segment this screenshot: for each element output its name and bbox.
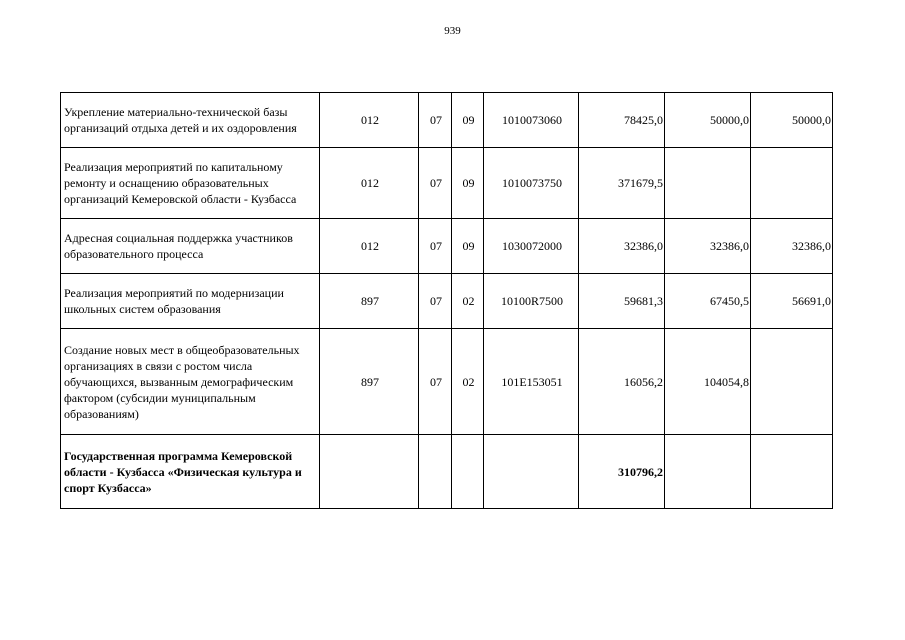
- table-row: [61, 93, 833, 148]
- value-2: 32386,0: [665, 219, 751, 274]
- table-row: [61, 435, 833, 509]
- ministry-code: [320, 435, 419, 509]
- row-name: Укрепление материально-технической базы организаций отдыха детей и их оздоровления: [61, 93, 320, 148]
- value-2: [665, 435, 751, 509]
- ministry-code: 012: [320, 219, 419, 274]
- ministry-code: 012: [320, 93, 419, 148]
- value-2: 67450,5: [665, 274, 751, 329]
- section-code: 07: [419, 274, 452, 329]
- row-name: Реализация мероприятий по модернизации школьных систем образования: [61, 274, 320, 329]
- subsection-code: [452, 435, 484, 509]
- target-article-code: [484, 435, 579, 509]
- subsection-code: 02: [452, 329, 484, 435]
- ministry-code: 897: [320, 274, 419, 329]
- row-name: Создание новых мест в общеобразовательных организациях в связи с ростом числа обучающихся, вызванным демографическим фактором (субсидии муниципальным образованиям): [61, 329, 320, 435]
- value-2: 50000,0: [665, 93, 751, 148]
- ministry-code: 012: [320, 148, 419, 219]
- section-code: 07: [419, 329, 452, 435]
- section-code: 07: [419, 148, 452, 219]
- section-code: 07: [419, 219, 452, 274]
- value-3: 32386,0: [751, 219, 833, 274]
- page-number: 939: [444, 25, 461, 37]
- table-row: [61, 148, 833, 219]
- value-1: 16056,2: [579, 329, 665, 435]
- value-3: 50000,0: [751, 93, 833, 148]
- table-row: [61, 274, 833, 329]
- budget-table: [60, 92, 833, 509]
- subsection-code: 02: [452, 274, 484, 329]
- ministry-code: 897: [320, 329, 419, 435]
- value-3: [751, 435, 833, 509]
- subsection-code: 09: [452, 148, 484, 219]
- value-3: [751, 329, 833, 435]
- value-2: [665, 148, 751, 219]
- value-1: 32386,0: [579, 219, 665, 274]
- section-code: [419, 435, 452, 509]
- target-article-code: 1010073060: [484, 93, 579, 148]
- value-1: 59681,3: [579, 274, 665, 329]
- row-name: Реализация мероприятий по капитальному ремонту и оснащению образовательных организаций Кемеровской области - Кузбасса: [61, 148, 320, 219]
- subsection-code: 09: [452, 93, 484, 148]
- value-3: [751, 148, 833, 219]
- target-article-code: 101E153051: [484, 329, 579, 435]
- row-name: Адресная социальная поддержка участников образовательного процесса: [61, 219, 320, 274]
- value-1: 78425,0: [579, 93, 665, 148]
- target-article-code: 1010073750: [484, 148, 579, 219]
- value-1: 310796,2: [579, 435, 665, 509]
- value-2: 104054,8: [665, 329, 751, 435]
- value-1: 371679,5: [579, 148, 665, 219]
- section-code: 07: [419, 93, 452, 148]
- table-row: [61, 329, 833, 435]
- target-article-code: 10100R7500: [484, 274, 579, 329]
- value-3: 56691,0: [751, 274, 833, 329]
- table-row: [61, 219, 833, 274]
- target-article-code: 1030072000: [484, 219, 579, 274]
- subsection-code: 09: [452, 219, 484, 274]
- row-name: Государственная программа Кемеровской области - Кузбасса «Физическая культура и спорт Кузбасса»: [61, 435, 320, 509]
